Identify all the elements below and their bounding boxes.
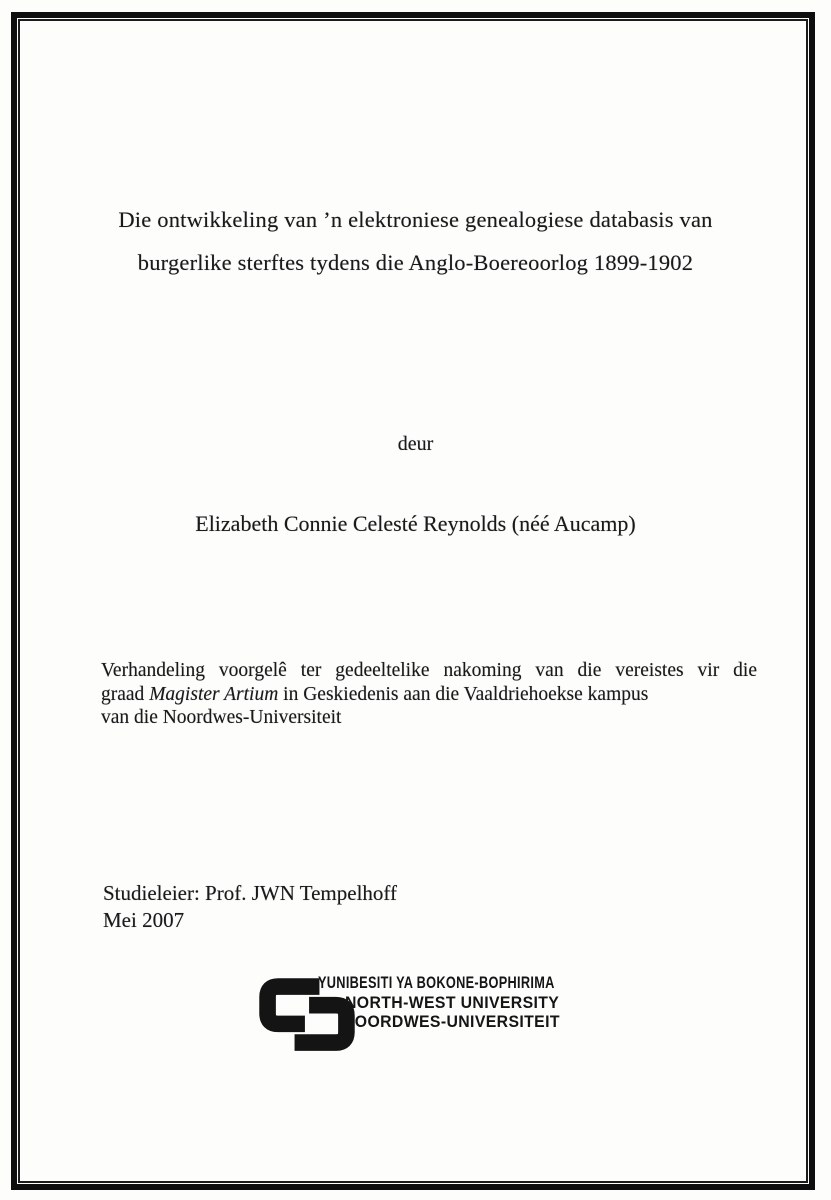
thesis-title-line-1: Die ontwikkeling van ’n elektroniese genealogiese databasis van xyxy=(118,207,713,232)
university-logo xyxy=(255,972,595,1058)
date-line: Mei 2007 xyxy=(103,908,185,932)
author-name: Elizabeth Connie Celesté Reynolds (néé Aucamp) xyxy=(195,511,636,536)
submission-statement xyxy=(101,659,757,730)
submission-statement-line-3: van die Noordwes-Universiteit xyxy=(101,707,342,728)
thesis-title-line-2: burgerlike sterftes tydens die Anglo-Boereoorlog 1899-1902 xyxy=(137,250,694,275)
statement-degree-prefix: graad xyxy=(101,683,150,705)
submission-statement-line-1: Verhandeling voorgelê ter gedeeltelike nakoming van die vereistes vir die xyxy=(101,660,757,681)
logo-text-setswana: YUNIBESITI YA BOKONE-BOPHIRIMA xyxy=(318,973,555,992)
supervisor-block xyxy=(103,880,397,934)
statement-degree-name: Magister Artium xyxy=(149,683,279,705)
thesis-title xyxy=(0,198,831,284)
supervisor-line: Studieleier: Prof. JWN Tempelhoff xyxy=(103,881,398,905)
logo-text-afrikaans: NOORDWES-UNIVERSITEIT xyxy=(343,1012,560,1031)
submission-statement-line-2 xyxy=(101,683,757,707)
logo-text-english: NORTH-WEST UNIVERSITY xyxy=(345,993,560,1012)
byline-deur: deur xyxy=(397,433,434,455)
statement-degree-suffix: in Geskiedenis aan die Vaaldriehoekse kampus xyxy=(278,683,649,705)
